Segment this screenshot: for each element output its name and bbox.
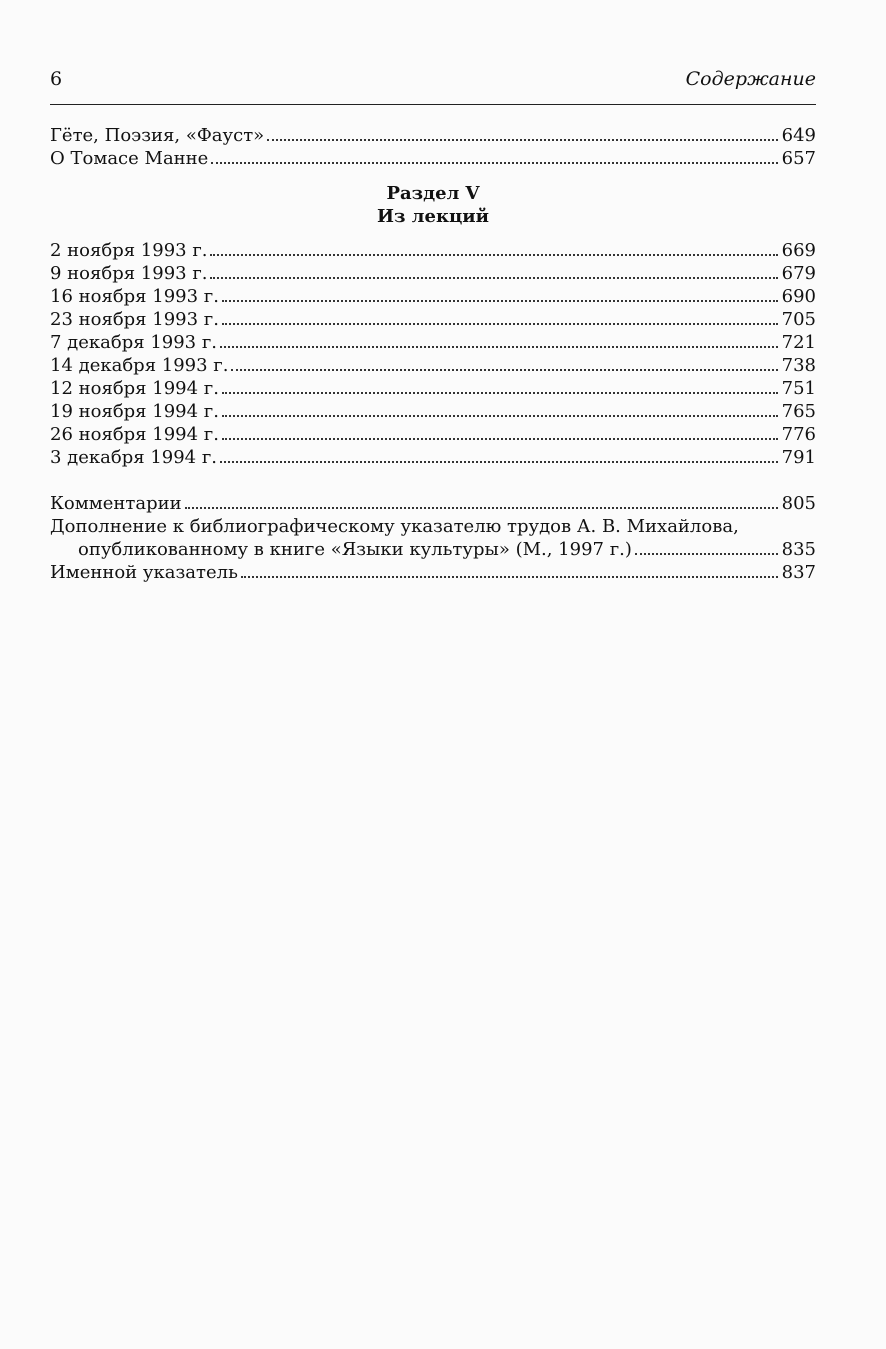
toc-entry: Гёте, Поэзия, «Фауст» 649: [50, 125, 816, 146]
toc-entry: 7 декабря 1993 г. 721: [50, 332, 816, 353]
dot-leader: [220, 460, 778, 463]
toc-entry: 26 ноября 1994 г. 776: [50, 424, 816, 445]
dot-leader: [210, 253, 777, 256]
dot-leader: [185, 506, 778, 509]
dot-leader: [635, 552, 778, 555]
toc-entry: О Томасе Манне 657: [50, 148, 816, 169]
dot-leader: [222, 299, 778, 302]
header-rule: [50, 104, 816, 105]
toc-entry: 9 ноября 1993 г. 679: [50, 263, 816, 284]
toc-top-entries: [50, 124, 816, 170]
dot-leader: [220, 345, 778, 348]
running-section-title: Содержание: [685, 68, 816, 90]
dot-leader: [267, 138, 777, 141]
toc-entry-index: Именной указатель 837: [50, 562, 816, 583]
toc-lectures: [50, 239, 816, 469]
page-number: 6: [50, 68, 63, 90]
dot-leader: [231, 368, 777, 371]
section-label: Раздел V: [386, 183, 480, 204]
dot-leader: [222, 391, 778, 394]
toc-entry: 14 декабря 1993 г. 738: [50, 355, 816, 376]
dot-leader: [241, 575, 778, 578]
toc-entry: 12 ноября 1994 г. 751: [50, 378, 816, 399]
toc-entry: 16 ноября 1993 г. 690: [50, 286, 816, 307]
dot-leader: [222, 414, 778, 417]
toc-entry: 19 ноября 1994 г. 765: [50, 401, 816, 422]
toc-entry-commentary: Комментарии 805: [50, 493, 816, 514]
toc-entry: 2 ноября 1993 г. 669: [50, 240, 816, 261]
dot-leader: [210, 276, 777, 279]
dot-leader: [222, 437, 778, 440]
running-header: [50, 68, 816, 94]
dot-leader: [211, 161, 777, 164]
toc-entry: 23 ноября 1993 г. 705: [50, 309, 816, 330]
toc-entry-supplement: Дополнение к библиографическому указателю трудов А. В. Михайлова, опубликованному в книге «Языки культуры» (М., 1997 г.) 835: [50, 516, 816, 560]
toc-back-matter: [50, 492, 816, 584]
section-title: Из лекций: [377, 206, 489, 227]
toc-entry: 3 декабря 1994 г. 791: [50, 447, 816, 468]
dot-leader: [222, 322, 778, 325]
